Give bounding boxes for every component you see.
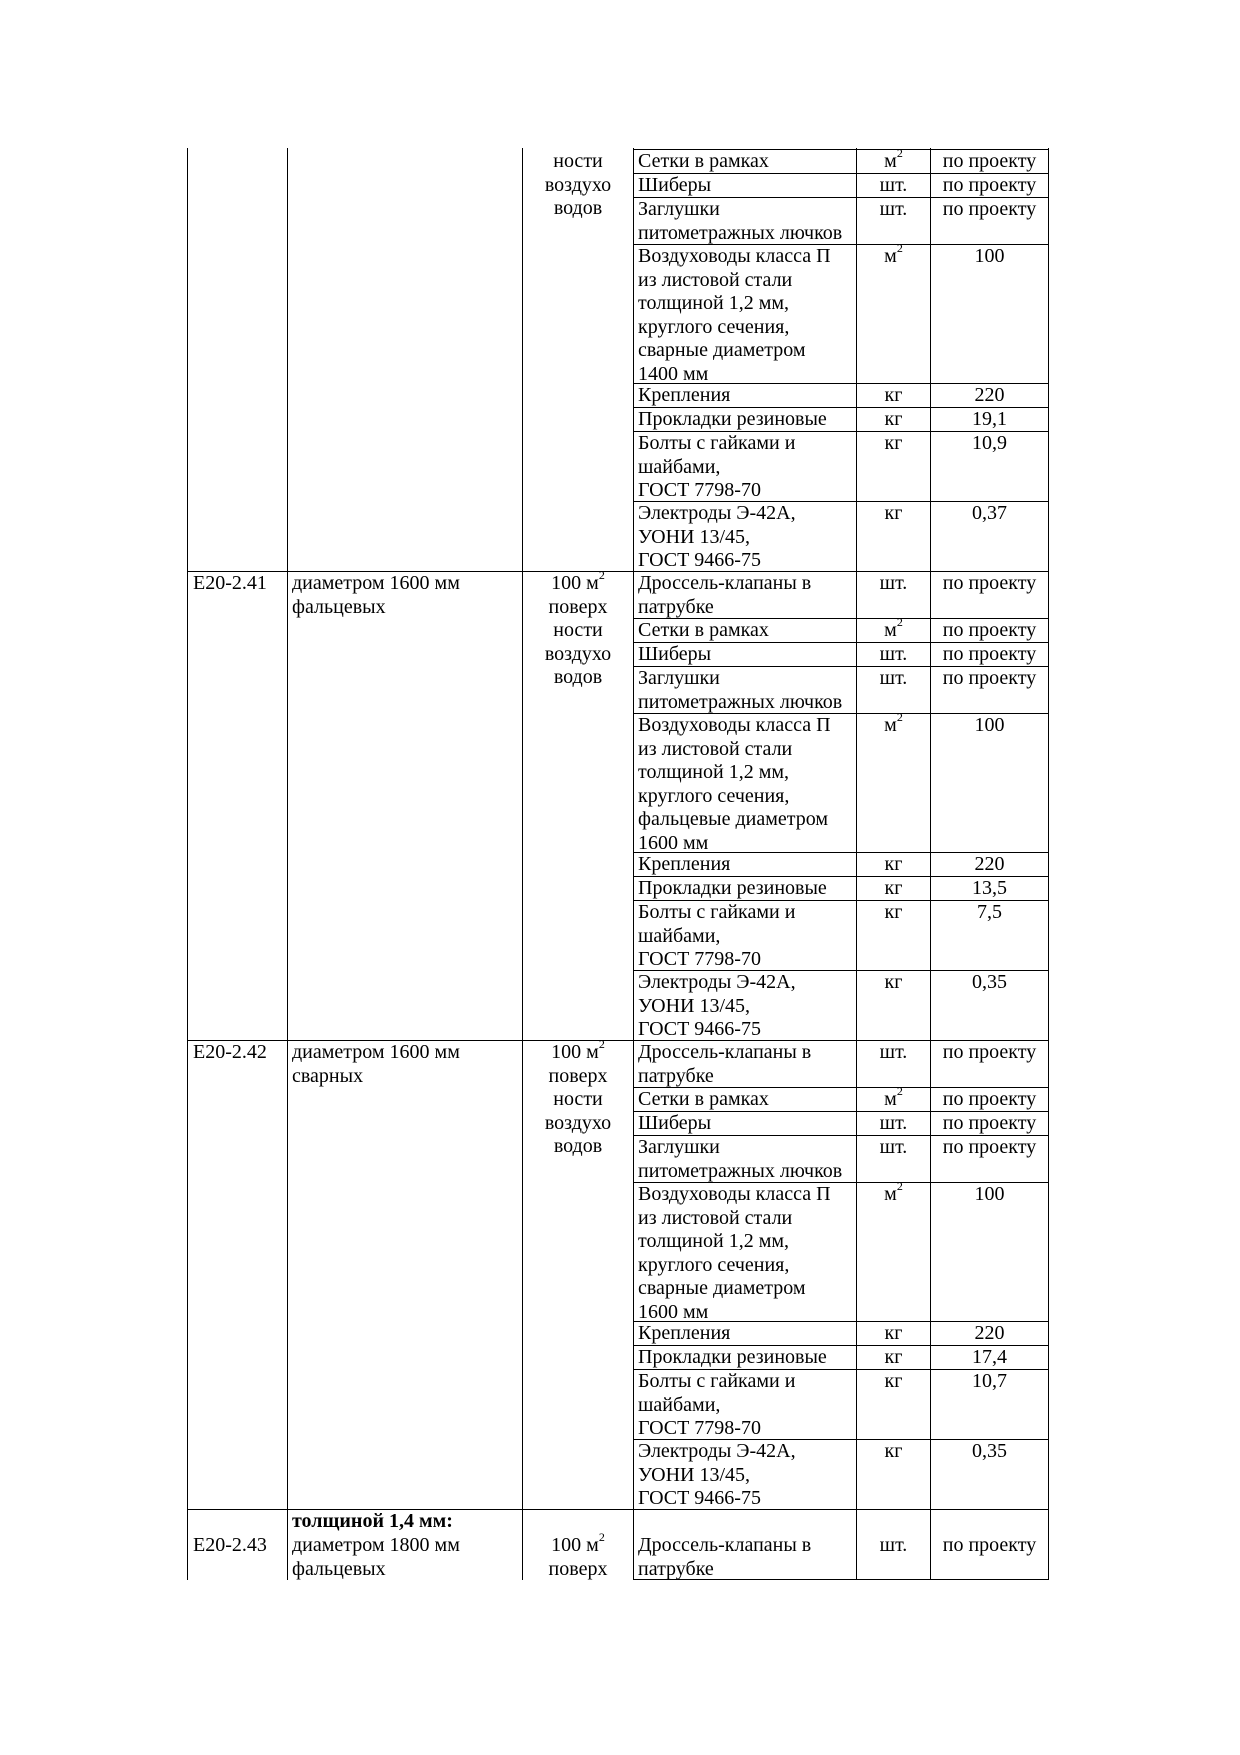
material-name: Сетки в рамках — [638, 619, 769, 641]
material-name: Сетки в рамках — [638, 150, 769, 172]
col-rule-right — [1048, 148, 1049, 1580]
section-heading: толщиной 1,4 мм: — [292, 1510, 453, 1532]
material-qty: 7,5 — [977, 901, 1002, 923]
material-name: Дроссель-клапаны в патрубке — [638, 1534, 812, 1580]
material-unit: шт. — [879, 198, 908, 220]
material-unit: $м^2$ — [884, 615, 903, 641]
material-unit: кг — [884, 502, 903, 524]
material-unit: кг — [884, 971, 903, 993]
material-unit: кг — [884, 432, 903, 454]
material-qty: по проекту — [942, 174, 1037, 196]
material-qty: 0,35 — [972, 1440, 1007, 1462]
material-qty: по проекту — [942, 1112, 1037, 1134]
material-name: Дроссель-клапаны в патрубке — [638, 572, 812, 618]
material-qty: 100 — [974, 714, 1005, 736]
material-name: Электроды Э-42А, УОНИ 13/45, ГОСТ 9466-75 — [638, 502, 796, 571]
item-code: Е20-2.42 — [193, 1041, 267, 1063]
unit-cell: ности воздухо водов — [544, 150, 612, 219]
material-unit: шт. — [879, 1534, 908, 1556]
material-unit: кг — [884, 1322, 903, 1344]
material-qty: по проекту — [942, 1041, 1037, 1063]
material-qty: по проекту — [942, 1136, 1037, 1158]
material-qty: 220 — [974, 1322, 1005, 1344]
material-name: Шиберы — [638, 643, 712, 665]
material-unit: кг — [884, 384, 903, 406]
material-unit: шт. — [879, 1112, 908, 1134]
material-name: Заглушки питометражных лючков — [638, 198, 843, 244]
material-name: Крепления — [638, 853, 731, 875]
material-qty: по проекту — [942, 1088, 1037, 1110]
material-name: Заглушки питометражных лючков — [638, 667, 843, 713]
material-qty: 0,35 — [972, 971, 1007, 993]
material-unit: кг — [884, 1370, 903, 1392]
material-name: Электроды Э-42А, УОНИ 13/45, ГОСТ 9466-75 — [638, 971, 796, 1040]
material-name: Электроды Э-42А, УОНИ 13/45, ГОСТ 9466-75 — [638, 1440, 796, 1509]
material-name: Шиберы — [638, 1112, 712, 1134]
material-qty: по проекту — [942, 643, 1037, 665]
material-unit: $м^2$ — [884, 146, 903, 172]
material-qty: 100 — [974, 245, 1005, 267]
material-qty: по проекту — [942, 667, 1037, 689]
material-name: Воздуховоды класса П из листовой стали толщиной 1,2 мм, круглого сечения, сварные диаметром 1600 мм — [638, 1183, 831, 1323]
material-unit: шт. — [879, 667, 908, 689]
item-code: Е20-2.43 — [193, 1534, 267, 1556]
material-qty: 0,37 — [972, 502, 1007, 524]
material-unit: $м^2$ — [884, 1179, 903, 1205]
material-name: Дроссель-клапаны в патрубке — [638, 1041, 812, 1087]
material-unit: кг — [884, 1346, 903, 1368]
material-name: Болты с гайками и шайбами, ГОСТ 7798-70 — [638, 1370, 796, 1439]
material-qty: 10,7 — [972, 1370, 1007, 1392]
material-qty: 19,1 — [972, 408, 1007, 430]
material-qty: по проекту — [942, 198, 1037, 220]
material-name: Воздуховоды класса П из листовой стали толщиной 1,2 мм, круглого сечения, фальцевые диаметром 1600 мм — [638, 714, 831, 854]
material-qty: 220 — [974, 853, 1005, 875]
unit-cell: 100 $м^2$ поверх ности воздухо водов — [544, 1037, 612, 1157]
material-qty: по проекту — [942, 572, 1037, 594]
material-name: Сетки в рамках — [638, 1088, 769, 1110]
material-unit: кг — [884, 877, 903, 899]
material-name: Крепления — [638, 384, 731, 406]
material-qty: 100 — [974, 1183, 1005, 1205]
material-name: Заглушки питометражных лючков — [638, 1136, 843, 1182]
unit-cell: 100 $м^2$ поверх — [548, 1530, 608, 1580]
item-description: диаметром 1600 мм сварных — [292, 1041, 460, 1087]
material-name: Крепления — [638, 1322, 731, 1344]
material-unit: кг — [884, 1440, 903, 1462]
material-qty: 10,9 — [972, 432, 1007, 454]
material-unit: шт. — [879, 1041, 908, 1063]
material-qty: 13,5 — [972, 877, 1007, 899]
material-unit: $м^2$ — [884, 710, 903, 736]
col-rule-desc — [522, 148, 523, 1580]
material-qty: по проекту — [942, 619, 1037, 641]
unit-cell: 100 $м^2$ поверх ности воздухо водов — [544, 568, 612, 688]
material-qty: 220 — [974, 384, 1005, 406]
material-name: Болты с гайками и шайбами, ГОСТ 7798-70 — [638, 432, 796, 501]
material-unit: кг — [884, 408, 903, 430]
material-unit: $м^2$ — [884, 241, 903, 267]
material-name: Прокладки резиновые — [638, 408, 827, 430]
material-qty: по проекту — [942, 1534, 1037, 1556]
material-unit: шт. — [879, 643, 908, 665]
material-name: Воздуховоды класса П из листовой стали толщиной 1,2 мм, круглого сечения, сварные диаметром 1400 мм — [638, 245, 831, 385]
col-rule-left — [187, 148, 188, 1580]
material-unit: шт. — [879, 1136, 908, 1158]
col-rule-code — [287, 148, 288, 1580]
item-description: диаметром 1600 мм фальцевых — [292, 572, 460, 618]
material-name: Прокладки резиновые — [638, 877, 827, 899]
material-qty: по проекту — [942, 150, 1037, 172]
item-code: Е20-2.41 — [193, 572, 267, 594]
col-rule-unit — [633, 148, 634, 1580]
material-name: Прокладки резиновые — [638, 1346, 827, 1368]
material-name: Шиберы — [638, 174, 712, 196]
material-unit: шт. — [879, 174, 908, 196]
item-description: диаметром 1800 мм фальцевых — [292, 1534, 460, 1580]
material-unit: $м^2$ — [884, 1084, 903, 1110]
material-unit: шт. — [879, 572, 908, 594]
material-unit: кг — [884, 853, 903, 875]
material-qty: 17,4 — [972, 1346, 1007, 1368]
material-name: Болты с гайками и шайбами, ГОСТ 7798-70 — [638, 901, 796, 970]
material-unit: кг — [884, 901, 903, 923]
